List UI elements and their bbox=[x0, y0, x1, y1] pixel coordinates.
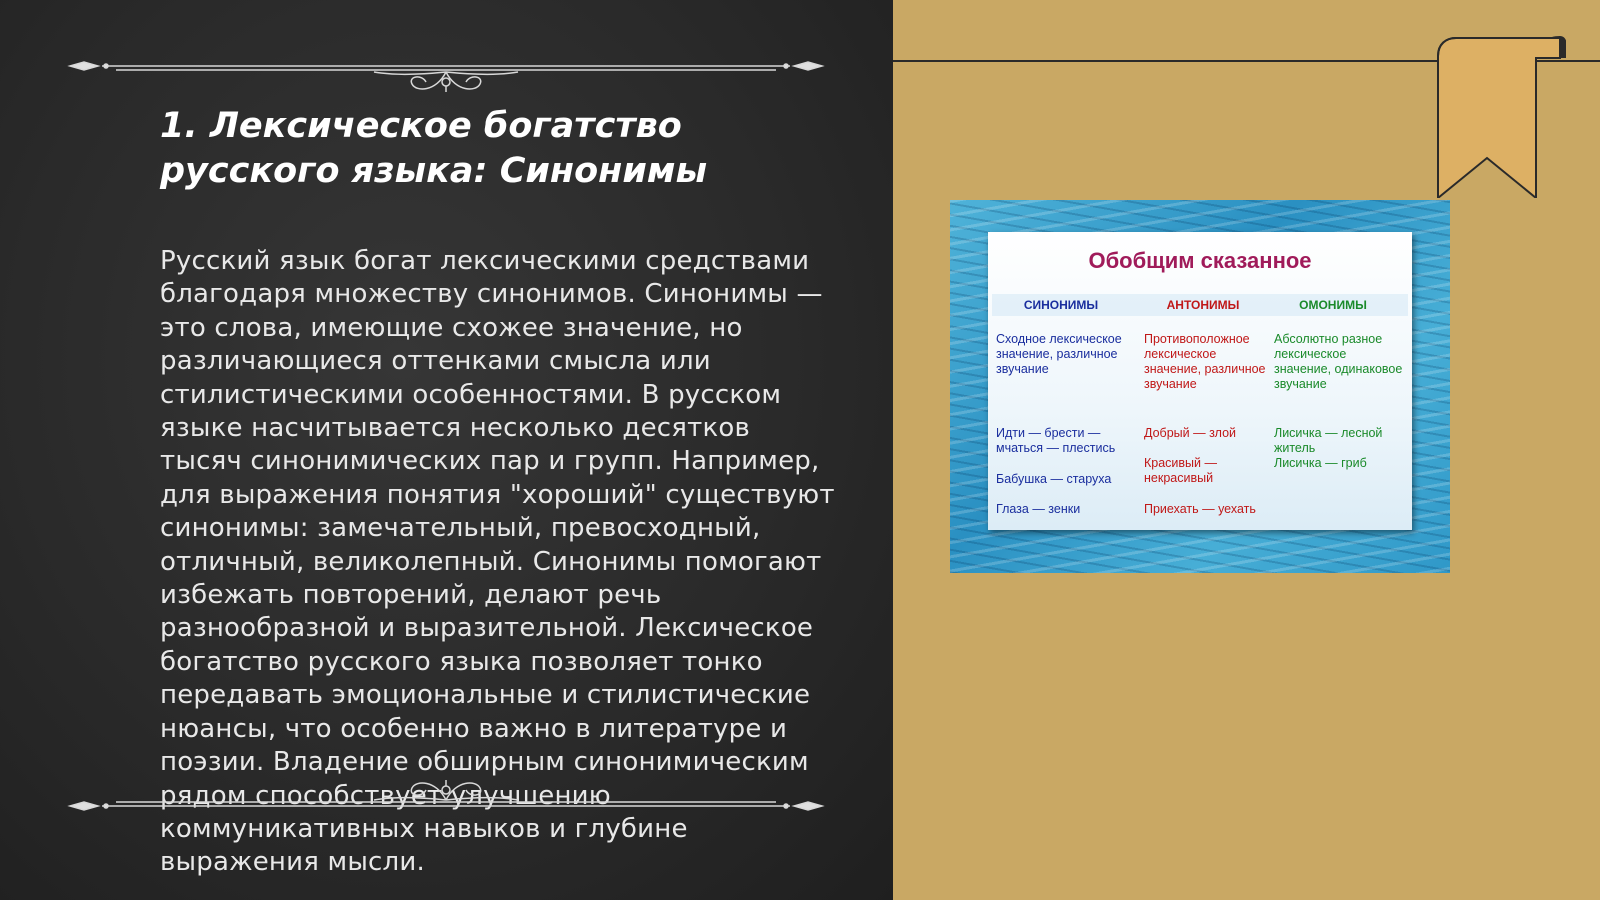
synonym-example: Глаза — зенки bbox=[996, 502, 1081, 516]
synonym-example: Идти — брести — мчаться — плестись bbox=[996, 426, 1116, 455]
header-synonyms: СИНОНИМЫ bbox=[1023, 298, 1099, 312]
definition-antonyms: Противоположное лексическое значение, различное звучание bbox=[1144, 332, 1266, 391]
antonym-example: Красивый — некрасивый bbox=[1144, 456, 1217, 485]
summary-card bbox=[988, 232, 1412, 530]
ornamental-divider-icon bbox=[66, 780, 826, 830]
slide-body-text: Русский язык богат лексическими средствами благодаря множеству синонимов. Синонимы — это слова, имеющие схожее значение, но различающиеся оттенками смысла или стилистическими особенностями. В русском языке насчитывается несколько десятков тысяч синонимических пар и групп. Например, для выражения понятия "хороший" существуют синонимы: замечательный, превосходный, отличный, великолепный. Синонимы помогают избежать повторений, делают речь разнообразной и выразительной. Лексическое богатство русского языка позволяет тонко передавать эмоциональные и стилистические нюансы, что особенно важно в литературе и поэзии. Владение обширным синонимическим рядом способствует улучшению коммуникативных навыков и глубине выражения мысли. bbox=[160, 246, 835, 878]
slide-title: 1. Лексическое богатство русского языка: Синонимы bbox=[160, 106, 708, 191]
ornamental-divider-icon bbox=[66, 42, 826, 92]
synonym-example: Бабушка — старуха bbox=[996, 472, 1112, 486]
summary-table-image bbox=[950, 200, 1450, 573]
homonym-example: Лисичка — гриб bbox=[1274, 456, 1367, 470]
antonym-example: Приехать — уехать bbox=[1144, 502, 1256, 516]
bookmark-ribbon-icon bbox=[1436, 36, 1566, 198]
header-homonyms: ОМОНИМЫ bbox=[1299, 298, 1367, 312]
antonym-example: Добрый — злой bbox=[1144, 426, 1237, 440]
homonym-example: Лисичка — лесной житель bbox=[1274, 426, 1383, 455]
definition-homonyms: Абсолютно разное лексическое значение, одинаковое звучание bbox=[1274, 332, 1403, 391]
header-antonyms: АНТОНИМЫ bbox=[1166, 298, 1240, 312]
card-title: Обобщим сказанное bbox=[1088, 248, 1312, 273]
definition-synonyms: Сходное лексическое значение, различное звучание bbox=[996, 332, 1122, 376]
